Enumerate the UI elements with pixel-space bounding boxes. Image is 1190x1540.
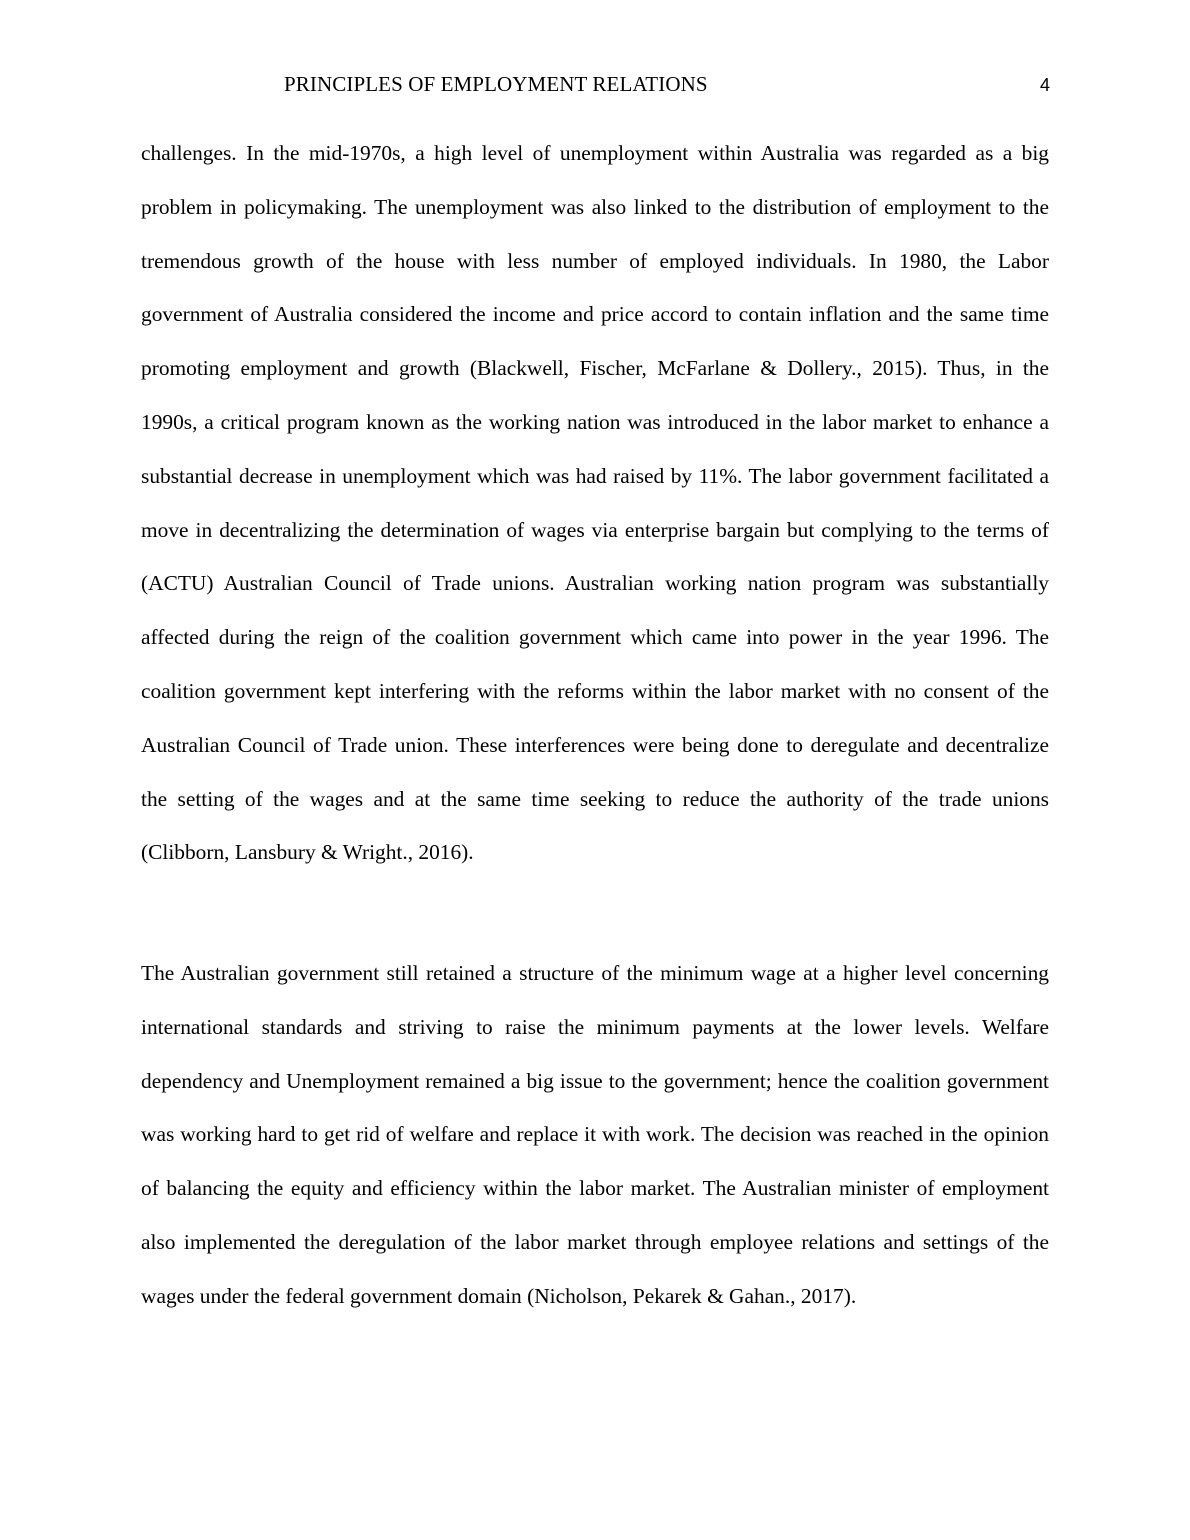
running-head: PRINCIPLES OF EMPLOYMENT RELATIONS [284, 72, 708, 96]
page-number: 4 [1039, 75, 1050, 95]
body-paragraph-1: challenges. In the mid-1970s, a high level of unemployment within Australia was regarded as a big problem in policymaking. The unemployment was also linked to the distribution of employment to the tremendous growth of the house with less number of employed individuals. In 1980, the Labor government of Australia considered the income and price accord to contain inflation and the same time promoting employment and growth (Blackwell, Fischer, McFarlane & Dollery., 2015). Thus, in the 1990s, a critical program known as the working nation was introduced in the labor market to enhance a substantial decrease in unemployment which was had raised by 11%. The labor government facilitated a move in decentralizing the determination of wages via enterprise bargain but complying to the terms of (ACTU) Australian Council of Trade unions. Australian working nation program was substantially affected during the reign of the coalition government which came into power in the year 1996. The coalition government kept interfering with the reforms within the labor market with no consent of the Australian Council of Trade union. These interferences were being done to deregulate and decentralize the setting of the wages and at the same time seeking to reduce the authority of the trade unions (Clibborn, Lansbury & Wright., 2016). [141, 141, 1049, 865]
body-paragraph-2: The Australian government still retained a structure of the minimum wage at a higher level concerning international standards and striving to raise the minimum payments at the lower levels. Welfare dependency and Unemployment remained a big issue to the government; hence the coalition government was working hard to get rid of welfare and replace it with work. The decision was reached in the opinion of balancing the equity and efficiency within the labor market. The Australian minister of employment also implemented the deregulation of the labor market through employee relations and settings of the wages under the federal government domain (Nicholson, Pekarek & Gahan., 2017). [141, 961, 1049, 1308]
